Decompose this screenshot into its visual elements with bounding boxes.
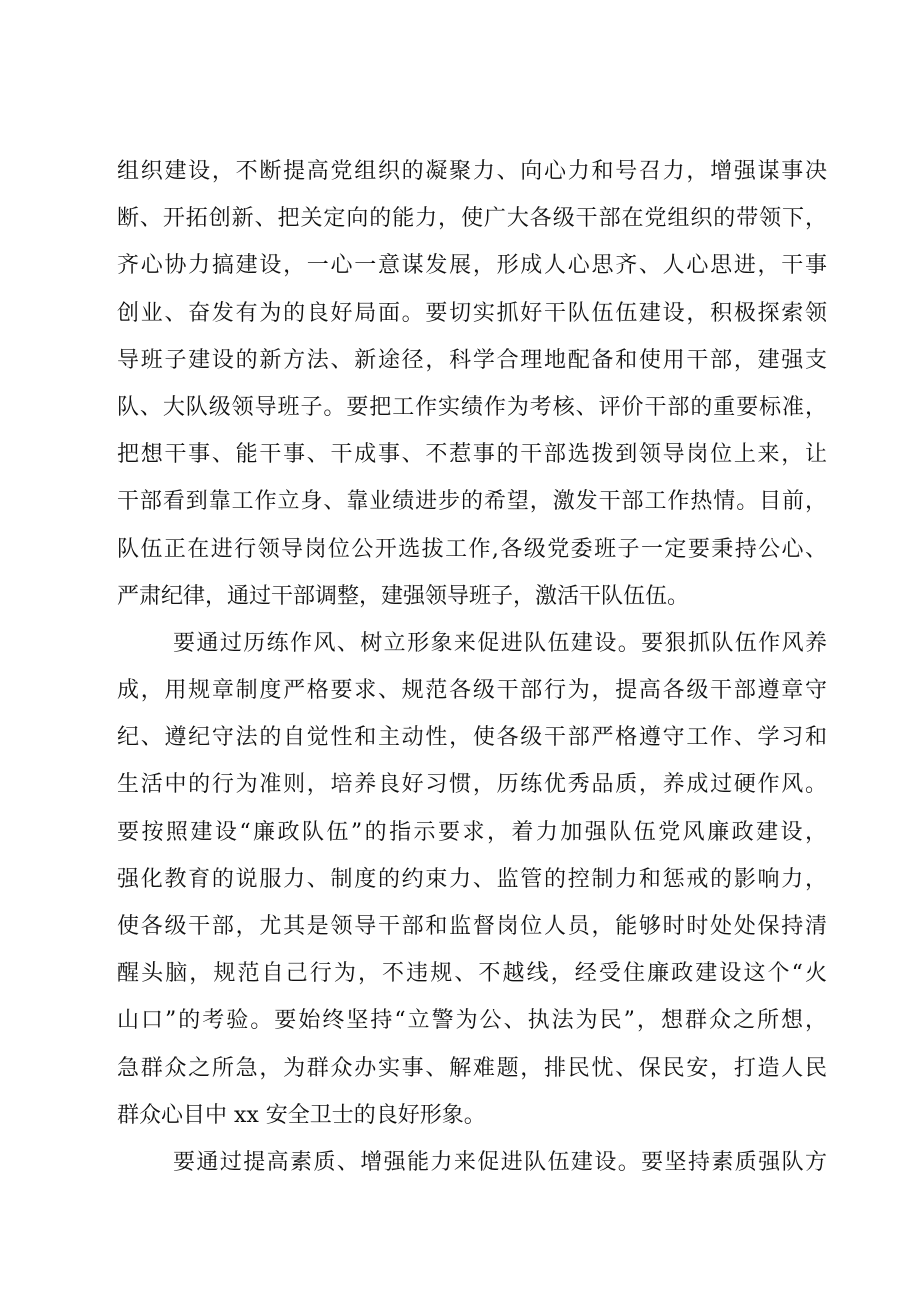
text-line: 使各级干部，尤其是领导干部和监督岗位人员，能够时时处处保持清: [117, 914, 827, 939]
text-line: 山口”的考验。要始终坚持“立警为公、执法为民”，想群众之所想，: [117, 1008, 827, 1034]
paragraph-start-line: 要通过历练作风、树立形象来促进队伍建设。要狠抓队伍作风养: [173, 630, 827, 656]
text-line: 干部看到靠工作立身、靠业绩进步的希望，激发干部工作热情。目前，: [117, 489, 827, 515]
text-line: 断、开拓创新、把关定向的能力，使广大各级干部在党组织的带领下，: [117, 206, 827, 232]
text-line: 严肃纪律，通过干部调整，建强领导班子，激活干队伍伍。: [117, 583, 690, 609]
text-line: 急群众之所急，为群众办实事、解难题，排民忧、保民安，打造人民: [117, 1055, 827, 1081]
paragraph-start-line: 要通过提高素质、增强能力来促进队伍建设。要坚持素质强队方: [173, 1149, 827, 1175]
text-line: 群众心目中 xx 安全卫士的良好形象。: [117, 1102, 486, 1128]
body-text: [117, 148, 827, 1186]
text-line: 队伍正在进行领导岗位公开选拔工作,各级党委班子一定要秉持公心、: [117, 536, 827, 562]
text-line: 纪、遵纪守法的自觉性和主动性，使各级干部严格遵守工作、学习和: [117, 725, 827, 751]
text-line: 齐心协力搞建设，一心一意谋发展，形成人心思齐、人心思进，干事: [117, 253, 827, 279]
text-line: 队、大队级领导班子。要把工作实绩作为考核、评价干部的重要标准，: [117, 394, 827, 420]
text-line: 导班子建设的新方法、新途径，科学合理地配备和使用干部，建强支: [117, 347, 827, 373]
text-line: 创业、奋发有为的良好局面。要切实抓好干队伍伍建设，积极探索领: [117, 300, 827, 326]
text-line: 要按照建设“廉政队伍”的指示要求，着力加强队伍党风廉政建设，: [117, 819, 827, 845]
text-line: 生活中的行为准则，培养良好习惯，历练优秀品质，养成过硬作风。: [117, 772, 827, 798]
text-line: 醒头脑，规范自己行为，不违规、不越线，经受住廉政建设这个“火: [117, 961, 827, 987]
text-line: 组织建设，不断提高党组织的凝聚力、向心力和号召力，增强谋事决: [117, 159, 827, 184]
text-line: 把想干事、能干事、干成事、不惹事的干部选拨到领导岗位上来，让: [117, 442, 827, 468]
text-line: 强化教育的说服力、制度的约束力、监管的控制力和惩戒的影响力，: [117, 866, 827, 892]
text-line: 成，用规章制度严格要求、规范各级干部行为，提高各级干部遵章守: [117, 678, 827, 704]
